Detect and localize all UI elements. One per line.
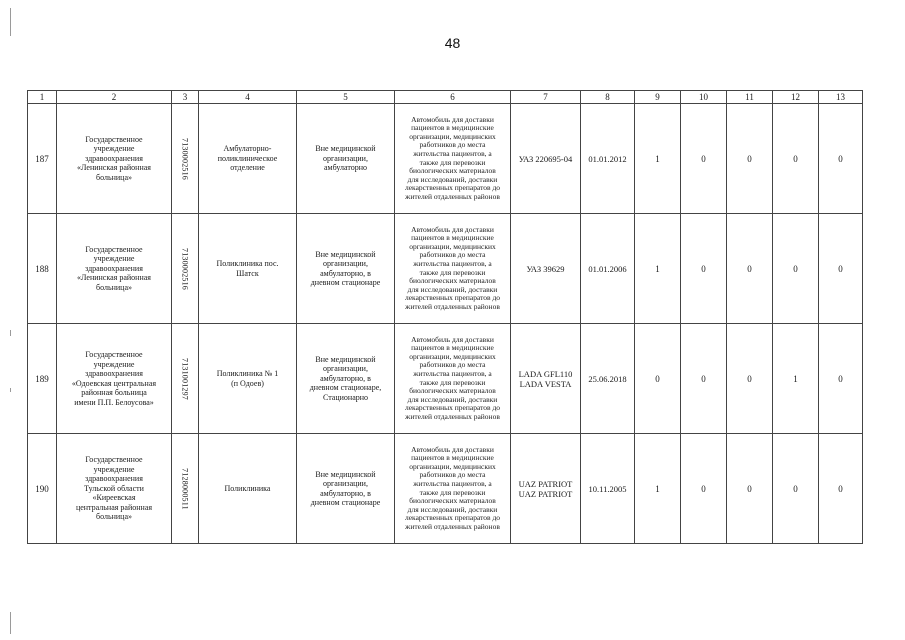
count-col-12: 0 [773,104,819,214]
division-name-line: Амбулаторно- [223,144,272,154]
vehicle-purpose-line: пациентов в медицинские [411,123,494,133]
organization-name [57,214,172,324]
vehicle-purpose-line: Автомобиль для доставки [411,114,494,124]
organization-name-line: Государственное [85,244,143,254]
vehicle-model-line: UAZ PATRIOT [518,478,573,489]
care-conditions-line: организации, [323,364,368,374]
division-name-line: Поликлиника № 1 [216,369,279,378]
organization-name-line: учреждение [93,144,135,154]
vehicle-purpose-line: организации, медицинских [409,131,496,141]
organization-name-line: Государственное [85,350,143,359]
vehicle-purpose [395,434,511,544]
count-col-10: 0 [681,214,727,324]
vehicle-purpose-line: Автомобиль для доставки [411,444,494,454]
inn-code-text: 7131001297 [180,357,190,400]
acquisition-date: 01.01.2006 [581,214,635,324]
organization-name-line: здравоохранения [85,474,143,484]
division-name-line: Шатск [236,268,259,278]
vehicle-purpose-line: работников до места [419,470,486,480]
vehicle-purpose-line: биологических материалов [409,166,496,176]
page-number: 48 [444,35,461,51]
vehicle-purpose-line: работников до места [419,250,486,260]
division-name-line: Поликлиника [224,483,271,493]
vehicle-purpose-line: Автомобиль для доставки [411,224,494,234]
care-conditions-line: дневном стационаре, [309,383,382,393]
table-row [28,214,863,324]
organization-name [57,104,172,214]
vehicle-purpose-line: для исследований, доставки [407,504,498,514]
count-col-9: 1 [635,214,681,324]
care-conditions-line: организации, [323,479,368,488]
column-header: 4 [199,91,297,104]
care-conditions [297,214,395,324]
count-col-10: 0 [681,434,727,544]
vehicle-purpose-line: жительства пациентов, а [413,368,492,378]
column-header: 9 [635,91,681,104]
vehicle-purpose-line: лекарственных препаратов до [404,293,501,303]
organization-name-line: «Ленинская районная [77,273,151,283]
row-number: 190 [28,434,57,544]
column-number-row [28,91,863,104]
vehicle-purpose-line: также для перевозки [419,487,486,497]
organization-name [57,324,172,434]
inn-code-text: 7130002516 [180,247,190,290]
organization-name-line: больница» [96,512,132,522]
organization-name-line: «Киреевская [92,493,136,503]
care-conditions-line: Вне медицинской [315,354,376,364]
care-conditions-line: Стационарно [322,392,369,402]
count-col-13: 0 [819,104,863,214]
vehicle-model-line: УАЗ 39629 [526,263,565,274]
count-col-12: 0 [773,434,819,544]
count-col-9: 1 [635,104,681,214]
column-header: 1 [28,91,57,104]
organization-name-line: «Одоевская центральная [71,378,157,388]
vehicle-purpose-line: жительства пациентов, а [413,148,492,158]
care-conditions-line: организации, [323,153,368,163]
organization-name-line: районная больница [81,388,147,397]
care-conditions [297,434,395,544]
organization-name-line: имени П.П. Белоусова» [74,397,154,407]
vehicle-purpose-line: биологических материалов [409,496,496,506]
division-name-line: отделение [230,163,265,173]
care-conditions-line: организации, [323,259,368,268]
organization-name-line: больница» [96,172,132,182]
count-col-9: 0 [635,324,681,434]
vehicle-purpose-line: для исследований, доставки [407,284,498,294]
vehicle-purpose [395,214,511,324]
care-conditions-line: дневном стационаре [310,498,381,507]
vehicle-purpose-line: жителей отдаленных районов [405,191,500,201]
care-conditions-line: амбулаторно, в [320,488,371,498]
count-col-13: 0 [819,214,863,324]
care-conditions-line: дневном стационаре [310,278,381,287]
table-row [28,104,863,214]
organization-name-line: учреждение [93,464,135,474]
inn-code [172,434,199,544]
vehicle-purpose-line: жителей отдаленных районов [405,411,500,421]
organization-name-line: Тульской области [84,483,144,493]
organization-name-line: учреждение [93,254,135,264]
vehicle-purpose-line: жителей отдаленных районов [405,521,500,531]
acquisition-date: 25.06.2018 [581,324,635,434]
column-header: 6 [395,91,511,104]
column-header: 3 [172,91,199,104]
vehicle-purpose-line: лекарственных препаратов до [404,513,501,523]
division-name [199,104,297,214]
count-col-11: 0 [727,434,773,544]
organization-name-line: «Ленинская районная [77,163,151,173]
vehicle-purpose-line: работников до места [419,140,486,150]
division-name [199,324,297,434]
count-col-12: 0 [773,214,819,324]
vehicle-registry-table [27,90,863,544]
division-name-line: Поликлиника пос. [216,259,279,268]
vehicle-model-line: UAZ PATRIOT [518,488,573,499]
binding-margin-marks [10,0,18,640]
count-col-11: 0 [727,104,773,214]
vehicle-model-line: УАЗ 220695-04 [518,153,573,164]
vehicle-model-line: LADA VESTA [519,378,572,389]
vehicle-purpose-line: организации, медицинских [409,351,496,361]
vehicle-purpose-line: пациентов в медицинские [411,453,494,463]
inn-code-text: 7128000511 [180,467,190,510]
count-col-11: 0 [727,214,773,324]
column-header: 13 [819,91,863,104]
vehicle-purpose-line: для исследований, доставки [407,394,498,404]
division-name [199,434,297,544]
organization-name-line: Государственное [85,455,143,465]
organization-name-line: больница» [96,282,132,292]
division-name-line: поликлиническое [217,153,278,163]
care-conditions-line: Вне медицинской [315,469,376,479]
vehicle-purpose-line: лекарственных препаратов до [404,183,501,193]
care-conditions [297,324,395,434]
vehicle-purpose-line: Автомобиль для доставки [411,334,494,344]
division-name-line: (п Одоев) [231,378,264,388]
column-header: 7 [511,91,581,104]
organization-name-line: здравоохранения [85,369,143,378]
count-col-13: 0 [819,434,863,544]
vehicle-purpose-line: пациентов в медицинские [411,343,494,353]
vehicle-purpose [395,324,511,434]
vehicle-purpose-line: биологических материалов [409,276,496,286]
vehicle-purpose [395,104,511,214]
care-conditions-line: Вне медицинской [315,249,376,259]
vehicle-purpose-line: жителей отдаленных районов [405,301,500,311]
vehicle-purpose-line: организации, медицинских [409,241,496,251]
row-number: 189 [28,324,57,434]
vehicle-model [511,434,581,544]
division-name [199,214,297,324]
column-header: 12 [773,91,819,104]
column-header: 5 [297,91,395,104]
count-col-10: 0 [681,324,727,434]
vehicle-purpose-line: биологических материалов [409,386,496,396]
vehicle-purpose-line: также для перевозки [419,377,486,387]
care-conditions-line: амбулаторно [323,163,368,173]
acquisition-date: 01.01.2012 [581,104,635,214]
vehicle-purpose-line: пациентов в медицинские [411,233,494,243]
count-col-9: 1 [635,434,681,544]
vehicle-model [511,104,581,214]
count-col-11: 0 [727,324,773,434]
table-row [28,434,863,544]
care-conditions [297,104,395,214]
count-col-10: 0 [681,104,727,214]
vehicle-purpose-line: жительства пациентов, а [413,258,492,268]
column-header: 11 [727,91,773,104]
vehicle-purpose-line: работников до места [419,360,486,370]
inn-code [172,214,199,324]
organization-name-line: здравоохранения [85,153,143,163]
count-col-13: 0 [819,324,863,434]
vehicle-purpose-line: для исследований, доставки [407,174,498,184]
organization-name-line: Государственное [85,134,143,144]
row-number: 187 [28,104,57,214]
inn-code [172,324,199,434]
acquisition-date: 10.11.2005 [581,434,635,544]
organization-name [57,434,172,544]
organization-name-line: учреждение [93,359,135,369]
column-header: 8 [581,91,635,104]
table-row [28,324,863,434]
organization-name-line: центральная районная [75,502,153,512]
vehicle-purpose-line: также для перевозки [419,157,486,167]
vehicle-purpose-line: жительства пациентов, а [413,478,492,488]
organization-name-line: здравоохранения [85,263,143,273]
inn-code-text: 7130002516 [180,137,190,180]
vehicle-model [511,324,581,434]
care-conditions-line: амбулаторно, в [320,268,371,278]
row-number: 188 [28,214,57,324]
inn-code [172,104,199,214]
care-conditions-line: амбулаторно, в [320,373,371,383]
vehicle-purpose-line: лекарственных препаратов до [404,403,501,413]
care-conditions-line: Вне медицинской [315,144,376,154]
count-col-12: 1 [773,324,819,434]
vehicle-model [511,214,581,324]
vehicle-purpose-line: также для перевозки [419,267,486,277]
vehicle-model-line: LADA GFL110 [518,368,573,379]
column-header: 2 [57,91,172,104]
vehicle-purpose-line: организации, медицинских [409,461,496,471]
column-header: 10 [681,91,727,104]
